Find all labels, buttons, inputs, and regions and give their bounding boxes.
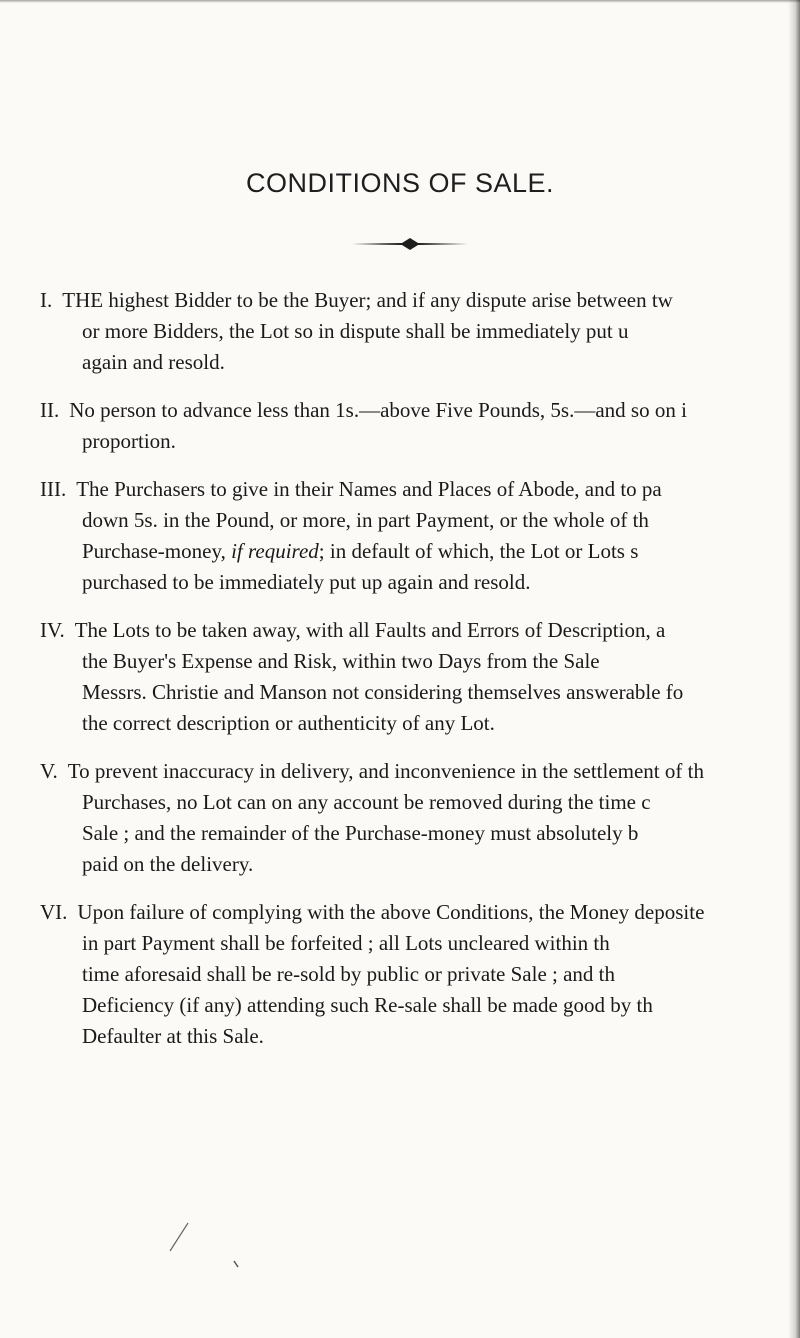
condition-line: Defaulter at this Sale. [82,1024,264,1048]
condition-line: Purchase-money, if required; in default of which, the Lot or Lots s [82,539,639,563]
condition-item [40,474,800,598]
condition-numeral: I. [40,288,53,312]
condition-line: proportion. [82,429,176,453]
ink-speck-icon [233,1260,239,1268]
condition-line [40,395,800,426]
condition-line [40,474,800,505]
condition-text: The Lots to be taken away, with all Faults and Errors of Description, a [74,618,666,642]
condition-numeral: III. [40,477,67,501]
condition-line: the Buyer's Expense and Risk, within two Days from the Sale [82,649,600,673]
condition-line [40,615,800,646]
condition-line: Purchases, no Lot can on any account be removed during the time c [82,790,651,814]
page-top-edge [0,0,800,3]
condition-text: To prevent inaccuracy in delivery, and inconvenience in the settlement of th [67,759,704,783]
condition-text: Upon failure of complying with the above Conditions, the Money deposite [77,900,705,924]
condition-line: Sale ; and the remainder of the Purchase-money must absolutely b [82,821,639,845]
pencil-mark-icon [168,1222,190,1252]
ornament-rule-icon [350,236,470,252]
page-title: CONDITIONS OF SALE. [245,168,555,198]
conditions-list [40,285,800,1069]
condition-line: the correct description or authenticity of any Lot. [82,711,495,735]
condition-item [40,756,800,880]
condition-line: again and resold. [82,350,225,374]
condition-numeral: II. [40,398,60,422]
condition-line [40,897,800,928]
condition-item [40,615,800,739]
condition-line: time aforesaid shall be re-sold by public or private Sale ; and th [82,962,616,986]
condition-line: down 5s. in the Pound, or more, in part Payment, or the whole of th [82,508,649,532]
condition-numeral: IV. [40,618,65,642]
condition-line: in part Payment shall be forfeited ; all Lots uncleared within th [82,931,610,955]
condition-line: purchased to be immediately put up again and resold. [82,570,531,594]
condition-numeral: V. [40,759,58,783]
condition-line [40,756,800,787]
condition-item [40,395,800,457]
condition-line: Deficiency (if any) attending such Re-sale shall be made good by th [82,993,653,1017]
condition-item [40,285,800,378]
condition-text: THE highest Bidder to be the Buyer; and if any dispute arise between tw [62,288,673,312]
condition-line: or more Bidders, the Lot so in dispute shall be immediately put u [82,319,629,343]
condition-text: No person to advance less than 1s.—above Five Pounds, 5s.—and so on i [69,398,687,422]
condition-numeral: VI. [40,900,68,924]
condition-line [40,285,800,316]
condition-line: paid on the delivery. [82,852,254,876]
condition-line: Messrs. Christie and Manson not considering themselves answerable fo [82,680,684,704]
condition-text: The Purchasers to give in their Names and Places of Abode, and to pa [76,477,662,501]
condition-item [40,897,800,1052]
emphasis-text: if required [231,539,319,563]
